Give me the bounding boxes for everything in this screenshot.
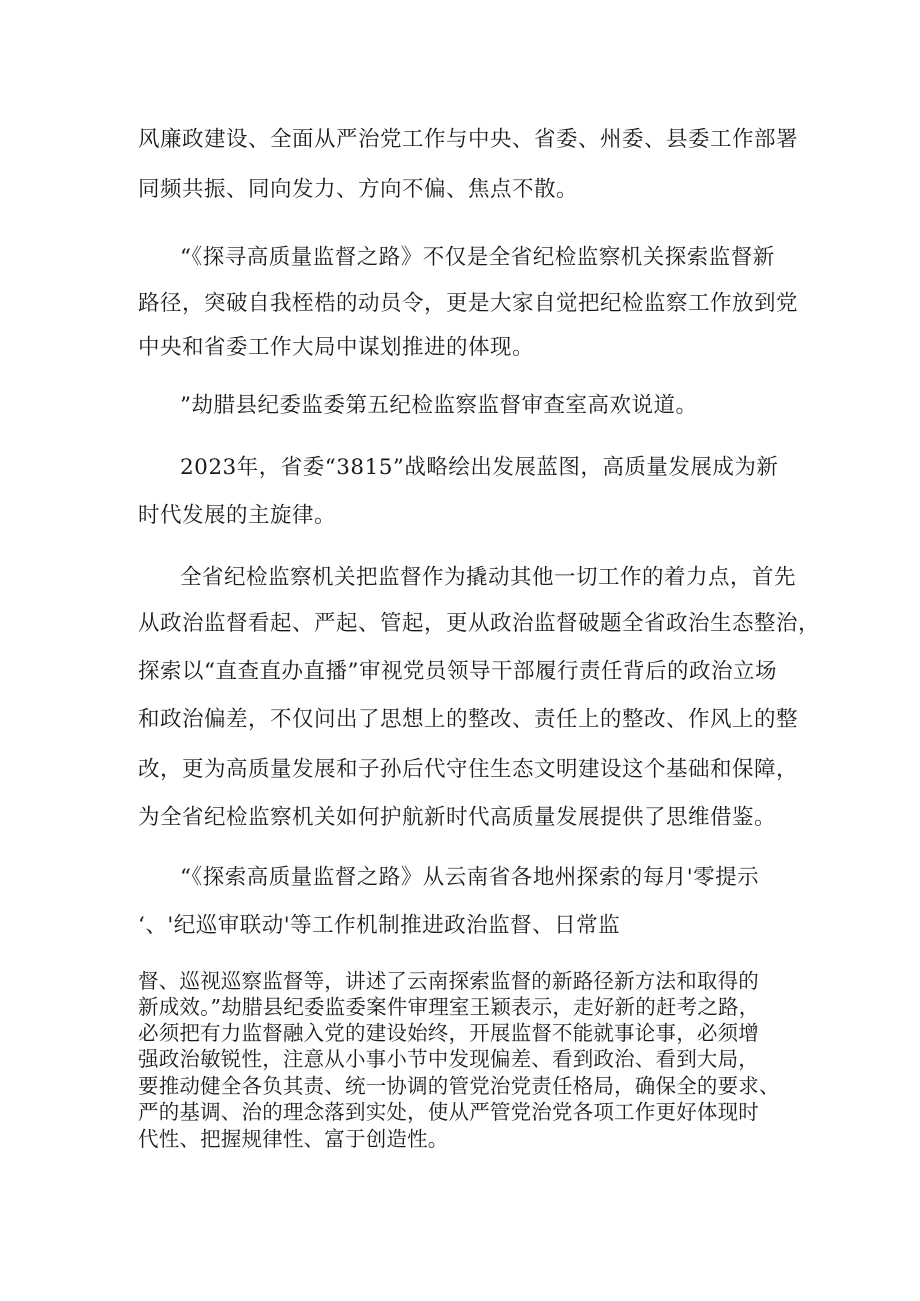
text-line: “《探索高质量监督之路》从云南省各地州探索的每月'零提示 bbox=[180, 865, 760, 890]
text-line: 路径，突破自我桎梏的动员令，更是大家自觉把纪检监察工作放到党 bbox=[138, 291, 799, 316]
text-line: ‘、'纪巡审联动'等工作机制推进政治监督、日常监 bbox=[138, 913, 621, 938]
text-line: 同频共振、同向发力、方向不偏、焦点不散。 bbox=[138, 177, 579, 202]
text-line: 中央和省委工作大局中谋划推进的体现。 bbox=[138, 335, 535, 360]
text-line: 改，更为高质量发展和子孙后代守住生态文明建设这个基础和保障， bbox=[138, 757, 799, 782]
text-line: 要推动健全各负其责、统一协调的管党治党责任格局，确保全的要求、 bbox=[138, 1074, 780, 1098]
text-line: 代性、把握规律性、富于创造性。 bbox=[138, 1127, 449, 1151]
text-line: “《探寻高质量监督之路》不仅是全省纪检监察机关探索监督新 bbox=[180, 245, 775, 270]
text-line: 2023年，省委“3815”战略绘出发展蓝图，高质量发展成为新 bbox=[180, 455, 779, 480]
text-line: 探索以“直查直办直播”审视党员领导干部履行责任背后的政治立场 bbox=[138, 659, 777, 684]
text-line: 强政治敏锐性，注意从小事小节中发现偏差、看到政治、看到大局， bbox=[138, 1047, 759, 1071]
text-line: 从政治监督看起、严起、管起，更从政治监督破题全省政治生态整治， bbox=[138, 611, 821, 636]
text-line: 为全省纪检监察机关如何护航新时代高质量发展提供了思维借鉴。 bbox=[138, 805, 777, 830]
text-line: 风廉政建设、全面从严治党工作与中央、省委、州委、县委工作部署 bbox=[138, 127, 799, 152]
text-line: 时代发展的主旋律。 bbox=[138, 503, 337, 528]
text-line: 督、巡视巡察监督等，讲述了云南探索监督的新路径新方法和取得的 bbox=[138, 969, 759, 993]
text-line: ”劫腊县纪委监委第五纪检监察监督审查室高欢说道。 bbox=[180, 393, 698, 418]
text-line: 和政治偏差，不仅问出了思想上的整改、责任上的整改、作风上的整 bbox=[138, 707, 799, 732]
text-line: 必须把有力监督融入党的建设始终，开展监督不能就事论事，必须增 bbox=[138, 1021, 759, 1045]
text-line: 严的基调、治的理念落到实处，使从严管党治党各项工作更好体现时 bbox=[138, 1100, 759, 1124]
text-line: 新成效。”劫腊县纪委监委案件审理室王颖表示，走好新的赶考之路， bbox=[138, 995, 760, 1019]
text-line: 全省纪检监察机关把监督作为撬动其他一切工作的着力点，首先 bbox=[180, 565, 797, 590]
